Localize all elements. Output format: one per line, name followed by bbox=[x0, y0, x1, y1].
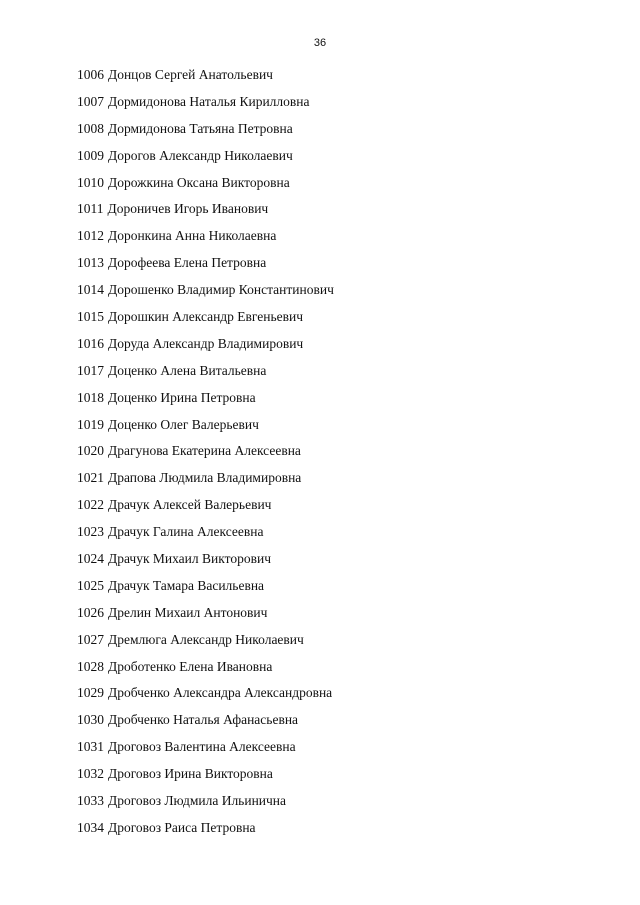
entry-number: 1019 bbox=[77, 416, 104, 432]
list-item bbox=[77, 333, 334, 360]
entry-number: 1022 bbox=[77, 497, 104, 513]
entry-name: Доценко Ирина Петровна bbox=[108, 389, 256, 405]
entry-name: Дроговоз Раиса Петровна bbox=[108, 819, 256, 835]
entry-number: 1031 bbox=[77, 739, 104, 755]
entry-name: Дроговоз Валентина Алексеевна bbox=[108, 739, 296, 755]
entry-name: Драпова Людмила Владимировна bbox=[108, 470, 302, 486]
entry-number: 1020 bbox=[77, 443, 104, 459]
entry-name: Дорошкин Александр Евгеньевич bbox=[108, 309, 304, 325]
entry-number: 1029 bbox=[77, 685, 104, 701]
entry-name: Дроговоз Людмила Ильинична bbox=[108, 793, 287, 809]
entry-number: 1032 bbox=[77, 766, 104, 782]
list-item bbox=[77, 548, 334, 575]
entry-number: 1008 bbox=[77, 120, 104, 136]
entry-name: Дроговоз Ирина Викторовна bbox=[108, 766, 273, 782]
list-item bbox=[77, 817, 334, 844]
list-item bbox=[77, 736, 334, 763]
entry-number: 1023 bbox=[77, 524, 104, 540]
entry-number: 1030 bbox=[77, 712, 104, 728]
list-item bbox=[77, 64, 334, 91]
entry-name: Дорошенко Владимир Константинович bbox=[108, 282, 334, 298]
list-item bbox=[77, 709, 334, 736]
entry-number: 1009 bbox=[77, 147, 104, 163]
entry-name: Драгунова Екатерина Алексеевна bbox=[108, 443, 301, 459]
entry-name: Дороничев Игорь Иванович bbox=[107, 201, 269, 217]
name-list bbox=[77, 64, 334, 844]
page-number: 36 bbox=[313, 37, 327, 49]
entry-number: 1024 bbox=[77, 551, 104, 567]
entry-name: Дорогов Александр Николаевич bbox=[108, 147, 293, 163]
list-item bbox=[77, 602, 334, 629]
entry-number: 1025 bbox=[77, 577, 104, 593]
entry-number: 1010 bbox=[77, 174, 104, 190]
entry-number: 1026 bbox=[77, 604, 104, 620]
list-item bbox=[77, 763, 334, 790]
entry-name: Дремлюга Александр Николаевич bbox=[108, 631, 304, 647]
entry-number: 1027 bbox=[77, 631, 104, 647]
list-item bbox=[77, 575, 334, 602]
entry-name: Дроботенко Елена Ивановна bbox=[108, 658, 273, 674]
entry-number: 1016 bbox=[77, 335, 104, 351]
entry-name: Дормидонова Татьяна Петровна bbox=[108, 120, 293, 136]
entry-number: 1011 bbox=[77, 201, 104, 217]
list-item bbox=[77, 279, 334, 306]
list-item bbox=[77, 306, 334, 333]
entry-name: Дрелин Михаил Антонович bbox=[108, 604, 268, 620]
list-item bbox=[77, 252, 334, 279]
entry-name: Дорофеева Елена Петровна bbox=[108, 255, 267, 271]
list-item bbox=[77, 414, 334, 441]
entry-number: 1021 bbox=[77, 470, 104, 486]
list-item bbox=[77, 91, 334, 118]
list-item bbox=[77, 387, 334, 414]
entry-number: 1028 bbox=[77, 658, 104, 674]
entry-name: Драчук Алексей Валерьевич bbox=[108, 497, 272, 513]
entry-name: Драчук Галина Алексеевна bbox=[108, 524, 264, 540]
entry-name: Дормидонова Наталья Кирилловна bbox=[108, 93, 310, 109]
entry-number: 1006 bbox=[77, 67, 104, 82]
entry-name: Доценко Алена Витальевна bbox=[108, 362, 267, 378]
list-item bbox=[77, 682, 334, 709]
list-item bbox=[77, 629, 334, 656]
entry-name: Драчук Михаил Викторович bbox=[108, 551, 271, 567]
entry-number: 1015 bbox=[77, 309, 104, 325]
entry-name: Доронкина Анна Николаевна bbox=[108, 228, 277, 244]
list-item bbox=[77, 656, 334, 683]
list-item bbox=[77, 118, 334, 145]
list-item bbox=[77, 790, 334, 817]
list-item bbox=[77, 521, 334, 548]
entry-number: 1018 bbox=[77, 389, 104, 405]
list-item bbox=[77, 172, 334, 199]
entry-number: 1033 bbox=[77, 793, 104, 809]
entry-name: Дробченко Александра Александровна bbox=[108, 685, 333, 701]
entry-number: 1014 bbox=[77, 282, 104, 298]
entry-name: Доценко Олег Валерьевич bbox=[108, 416, 259, 432]
list-item bbox=[77, 360, 334, 387]
list-item bbox=[77, 198, 334, 225]
entry-number: 1007 bbox=[77, 93, 104, 109]
list-item bbox=[77, 145, 334, 172]
entry-name: Дорожкина Оксана Викторовна bbox=[108, 174, 290, 190]
list-item bbox=[77, 494, 334, 521]
list-item bbox=[77, 440, 334, 467]
entry-number: 1034 bbox=[77, 819, 104, 835]
entry-name: Дробченко Наталья Афанасьевна bbox=[108, 712, 299, 728]
entry-number: 1017 bbox=[77, 362, 104, 378]
entry-name: Доруда Александр Владимирович bbox=[108, 335, 304, 351]
entry-name: Донцов Сергей Анатольевич bbox=[108, 67, 273, 82]
list-item bbox=[77, 467, 334, 494]
entry-name: Драчук Тамара Васильевна bbox=[108, 577, 265, 593]
list-item bbox=[77, 225, 334, 252]
entry-number: 1012 bbox=[77, 228, 104, 244]
entry-number: 1013 bbox=[77, 255, 104, 271]
